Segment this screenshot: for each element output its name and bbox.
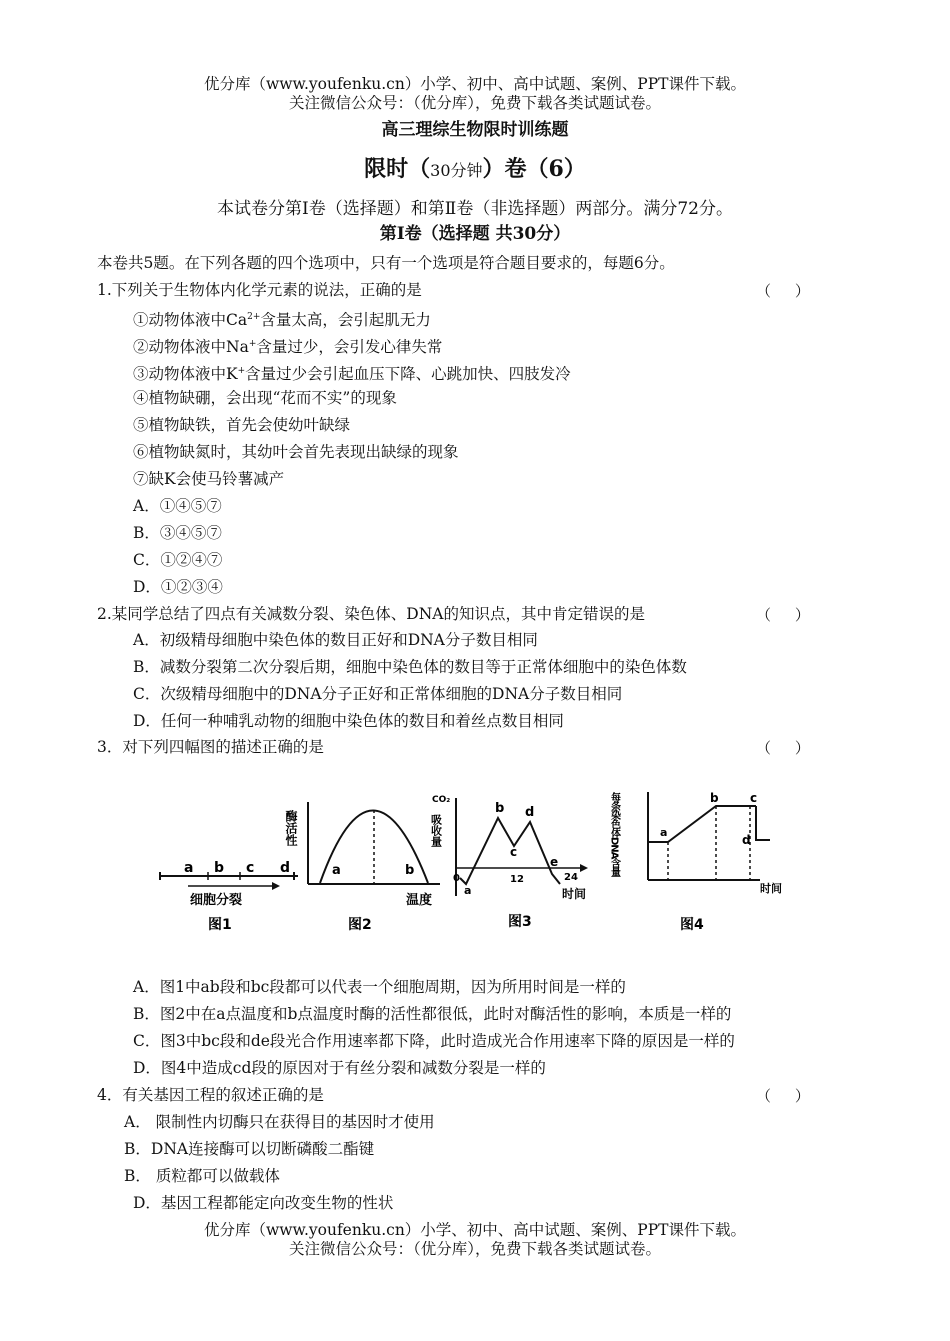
q1-s3-sup: + (237, 366, 246, 376)
q4-option-c: B． 质粒都可以做载体 (124, 1167, 280, 1185)
q1-s1-sup: 2+ (247, 312, 261, 322)
fig3-ylabel-top: CO₂ (432, 795, 451, 805)
fig4-drop (756, 806, 770, 840)
fig4-ylabel: 每条染色体DNA含量 (608, 792, 620, 877)
fig4-caption: 图4 (680, 917, 704, 933)
fig1-point-b: b (214, 860, 225, 876)
footer-line-1: 优分库（www.youfenku.cn）小学、初中、高中试题、案例、PPT课件下载。 (203, 1221, 747, 1239)
fig4-xlabel: 时间 (760, 882, 782, 895)
q1-s2-text-2: 含量过少，会引发心律失常 (256, 338, 443, 357)
exam-intro: 本试卷分第Ⅰ卷（选择题）和第Ⅱ卷（非选择题）两部分。满分72分。 (217, 199, 733, 219)
q4-option-b: B．DNA连接酶可以切断磷酸二酯键 (124, 1140, 375, 1158)
fig3-point-c: c (510, 845, 518, 859)
fig3-point-d: d (525, 805, 535, 820)
q4-option-a: A． 限制性内切酶只在获得目的基因时才使用 (124, 1113, 435, 1131)
q2-option-d: D．任何一种哺乳动物的细胞中染色体的数目和着丝点数目相同 (133, 712, 564, 730)
fig4-point-d: d (742, 833, 751, 847)
exam-subtitle (0, 156, 950, 184)
fig1-axis-label: 细胞分裂 (190, 893, 243, 908)
q2-answer-paren: （ ） (756, 606, 810, 624)
figure-2 (284, 802, 440, 933)
q1-stem: 1.下列关于生物体内化学元素的说法，正确的是 (97, 281, 422, 299)
q2-option-b: B．减数分裂第二次分裂后期，细胞中染色体的数目等于正常体细胞中的染色体数 (133, 658, 687, 676)
subtitle-duration: 30分钟 (430, 161, 483, 180)
q3-answer-paren: （ ） (756, 739, 810, 757)
q2-stem: 2.某同学总结了四点有关减数分裂、染色体、DNA的知识点，其中肯定错误的是 (97, 605, 645, 623)
subtitle-post: ）卷（6） (482, 156, 586, 182)
exam-title: 高三理综生物限时训练题 (381, 120, 569, 140)
q1-statement-2 (133, 334, 442, 357)
footer-line-2: 关注微信公众号：（优分库），免费下载各类试题试卷。 (288, 1240, 661, 1258)
q3-figures-svg (150, 788, 800, 938)
fig2-ylabel: 酶活性 (284, 810, 298, 846)
fig3-point-a: a (464, 884, 472, 897)
q1-s2-text: ②动物体液中Na (133, 338, 249, 357)
fig2-point-a: a (332, 863, 341, 878)
figure-4 (609, 791, 783, 933)
q3-figures (150, 788, 800, 938)
q4-stem: 4．有关基因工程的叙述正确的是 (97, 1086, 324, 1104)
q4-answer-paren: （ ） (756, 1087, 810, 1105)
q1-statement-1 (133, 307, 431, 330)
q3-option-c: C．图3中bc段和de段光合作用速率都下降，此时造成光合作用速率下降的原因是一样的 (133, 1032, 735, 1050)
q3-option-a: A．图1中ab段和bc段都可以代表一个细胞周期，因为所用时间是一样的 (133, 978, 626, 996)
fig4-point-a: a (660, 826, 668, 839)
figure-3 (430, 795, 589, 930)
fig3-xlabel: 时间 (562, 887, 587, 901)
fig4-point-b: b (710, 791, 719, 805)
q3-option-d: D．图4中造成cd段的原因对于有丝分裂和减数分裂是一样的 (133, 1059, 546, 1077)
q1-option-b: B．③④⑤⑦ (133, 524, 222, 542)
fig3-x-arrow (580, 864, 588, 872)
q1-s1-text: ①动物体液中Ca (133, 311, 248, 330)
fig3-tick-12: 12 (510, 874, 524, 885)
fig3-tick-0: 0 (453, 873, 460, 884)
fig2-caption: 图2 (348, 917, 372, 933)
q1-option-a: A．①④⑤⑦ (133, 497, 222, 515)
fig3-tick-24: 24 (564, 872, 578, 883)
fig3-point-e: e (550, 855, 559, 869)
header-line-1: 优分库（www.youfenku.cn）小学、初中、高中试题、案例、PPT课件下载。 (203, 75, 747, 93)
q1-s2-sup: + (248, 339, 257, 349)
q1-s3-text: ③动物体液中K (133, 365, 238, 384)
fig1-point-a: a (184, 860, 194, 876)
fig2-xlabel: 温度 (406, 893, 433, 908)
header-line-2: 关注微信公众号：（优分库），免费下载各类试题试卷。 (288, 94, 661, 112)
subtitle-pre: 限时（ (364, 156, 431, 182)
q1-s3-text-2: 含量过少会引起血压下降、心跳加快、四肢发冷 (245, 365, 571, 384)
fig3-ylabel: 吸收量 (429, 814, 443, 847)
q1-answer-paren: （ ） (756, 282, 810, 300)
fig2-point-b: b (405, 863, 415, 878)
fig1-point-c: c (246, 860, 255, 876)
section-title: 第Ⅰ卷（选择题 共30分） (379, 224, 571, 244)
q3-stem: 3．对下列四幅图的描述正确的是 (97, 738, 324, 756)
fig3-caption: 图3 (508, 914, 532, 930)
q1-statement-5: ⑤植物缺铁，首先会使幼叶缺绿 (133, 416, 351, 434)
q1-statement-4: ④植物缺硼，会出现“花而不实”的现象 (133, 389, 397, 407)
fig1-arrow-head (272, 882, 280, 890)
q1-statement-6: ⑥植物缺氮时，其幼叶会首先表现出缺绿的现象 (133, 443, 459, 461)
q2-option-a: A．初级精母细胞中染色体的数目正好和DNA分子数目相同 (133, 631, 538, 649)
q2-option-c: C．次级精母细胞中的DNA分子正好和正常体细胞的DNA分子数目相同 (133, 685, 623, 703)
q3-option-b: B．图2中在a点温度和b点温度时酶的活性都很低，此时对酶活性的影响，本质是一样的 (133, 1005, 732, 1023)
q1-option-c: C．①②④⑦ (133, 551, 223, 569)
q1-statement-7: ⑦缺K会使马铃薯减产 (133, 470, 285, 488)
q4-option-d: D．基因工程都能定向改变生物的性状 (133, 1194, 394, 1212)
fig4-point-c: c (750, 791, 758, 805)
q1-option-d: D．①②③④ (133, 578, 223, 596)
fig1-point-d: d (280, 860, 291, 876)
section-instructions: 本卷共5题。在下列各题的四个选项中，只有一个选项是符合题目要求的，每题6分。 (97, 254, 675, 272)
fig1-caption: 图1 (208, 917, 232, 933)
figure-1 (160, 860, 298, 933)
fig3-point-b: b (495, 801, 505, 816)
q1-statement-3 (133, 361, 571, 384)
q1-s1-text-2: 含量太高，会引起肌无力 (260, 311, 431, 330)
